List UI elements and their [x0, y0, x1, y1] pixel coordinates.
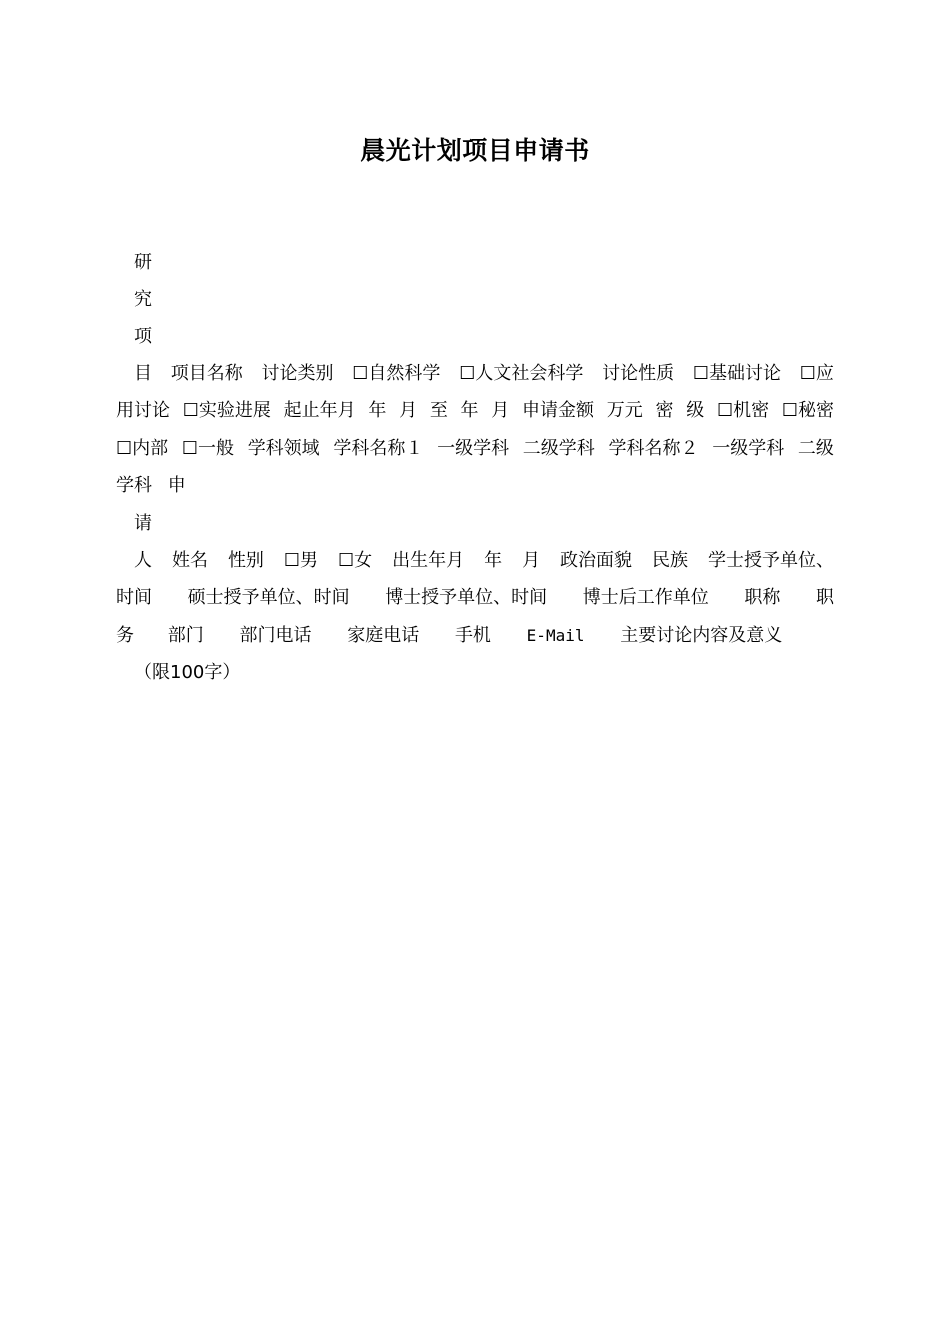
checkbox-option[interactable]: ☐内部 — [116, 438, 169, 459]
field-label-email: E-Mail — [526, 626, 585, 645]
date-unit: 月 — [491, 400, 510, 421]
field-label: 学科名称１ — [333, 438, 424, 459]
field-label: 学科名称２ — [608, 438, 699, 459]
checkbox-option[interactable]: ☐基础讨论 — [692, 363, 782, 384]
field-label: 职 — [815, 587, 834, 608]
field-label: 项目名称 — [170, 363, 243, 384]
vertical-label-line-1 — [116, 244, 152, 281]
vertical-label-char: 研 — [134, 252, 152, 273]
applicant-line-8 — [116, 505, 152, 542]
field-label: 讨论类别 — [261, 363, 334, 384]
applicant-line-9 — [116, 542, 834, 579]
field-label: 一级学科 — [437, 438, 510, 459]
field-label: 一级学科 — [712, 438, 785, 459]
vertical-label-line-3 — [116, 318, 152, 355]
checkbox-option[interactable]: ☐机密 — [716, 400, 770, 421]
field-label: 学科领域 — [247, 438, 320, 459]
field-label: 出生年月 — [392, 550, 465, 571]
field-label: 密 — [655, 400, 674, 421]
vertical-label-char: 究 — [134, 289, 152, 310]
date-separator: 至 — [429, 400, 448, 421]
date-unit: 年 — [484, 550, 503, 571]
vertical-label-char: 目 — [134, 363, 152, 384]
field-label: 手机 — [454, 625, 491, 646]
field-label: 民族 — [652, 550, 688, 571]
project-line-4 — [116, 355, 834, 392]
checkbox-option[interactable]: ☐自然科学 — [352, 363, 441, 384]
checkbox-option[interactable]: ☐应 — [799, 363, 834, 384]
vertical-label-line-2 — [116, 281, 152, 318]
vertical-label-char: 请 — [134, 513, 152, 534]
field-label: 姓名 — [171, 550, 208, 571]
field-label: 部门 — [167, 625, 204, 646]
field-label: 起止年月 — [283, 400, 356, 421]
checkbox-option[interactable]: ☐男 — [283, 550, 319, 571]
checkbox-option[interactable]: ☐秘密 — [781, 400, 834, 421]
project-line-5 — [116, 392, 834, 429]
vertical-label-char: 人 — [134, 550, 152, 571]
text-fragment: 务 — [116, 625, 134, 646]
project-line-7 — [116, 467, 186, 504]
field-label: 部门电话 — [239, 625, 312, 646]
field-label: 讨论性质 — [602, 363, 675, 384]
word-limit-note: （限100字） — [134, 662, 241, 683]
document-title: 晨光计划项目申请书 — [360, 136, 590, 165]
field-label: 申请金额 — [522, 400, 595, 421]
text-fragment: 时间 — [116, 587, 152, 608]
applicant-line-11 — [116, 617, 782, 654]
applicant-line-10 — [116, 579, 834, 616]
amount-unit: 万元 — [606, 400, 643, 421]
vertical-label-char: 项 — [134, 326, 152, 347]
field-label: 硕士授予单位、时间 — [187, 587, 350, 608]
field-label: 职称 — [744, 587, 781, 608]
field-label: 博士授予单位、时间 — [385, 587, 548, 608]
field-label: 博士后工作单位 — [582, 587, 709, 608]
date-unit: 年 — [368, 400, 387, 421]
field-label: 家庭电话 — [347, 625, 420, 646]
field-label: 二级学科 — [522, 438, 595, 459]
field-label: 级 — [686, 400, 705, 421]
date-unit: 月 — [399, 400, 418, 421]
field-label: 学士授予单位、 — [707, 550, 834, 571]
field-label: 二级 — [797, 438, 834, 459]
checkbox-option[interactable]: ☐一般 — [181, 438, 234, 459]
vertical-label-char: 申 — [167, 475, 186, 496]
field-label: 主要讨论内容及意义 — [620, 625, 783, 646]
text-fragment: 用讨论 — [116, 400, 170, 421]
field-label: 政治面貌 — [560, 550, 633, 571]
text-fragment: 学科 — [116, 475, 152, 496]
project-line-6 — [116, 430, 834, 467]
checkbox-option[interactable]: ☐女 — [338, 550, 373, 571]
date-unit: 月 — [522, 550, 541, 571]
field-label: 性别 — [227, 550, 264, 571]
checkbox-option[interactable]: ☐人文社会科学 — [459, 363, 584, 384]
applicant-line-12 — [116, 654, 240, 691]
checkbox-option[interactable]: ☐实验进展 — [182, 400, 271, 421]
date-unit: 年 — [460, 400, 479, 421]
